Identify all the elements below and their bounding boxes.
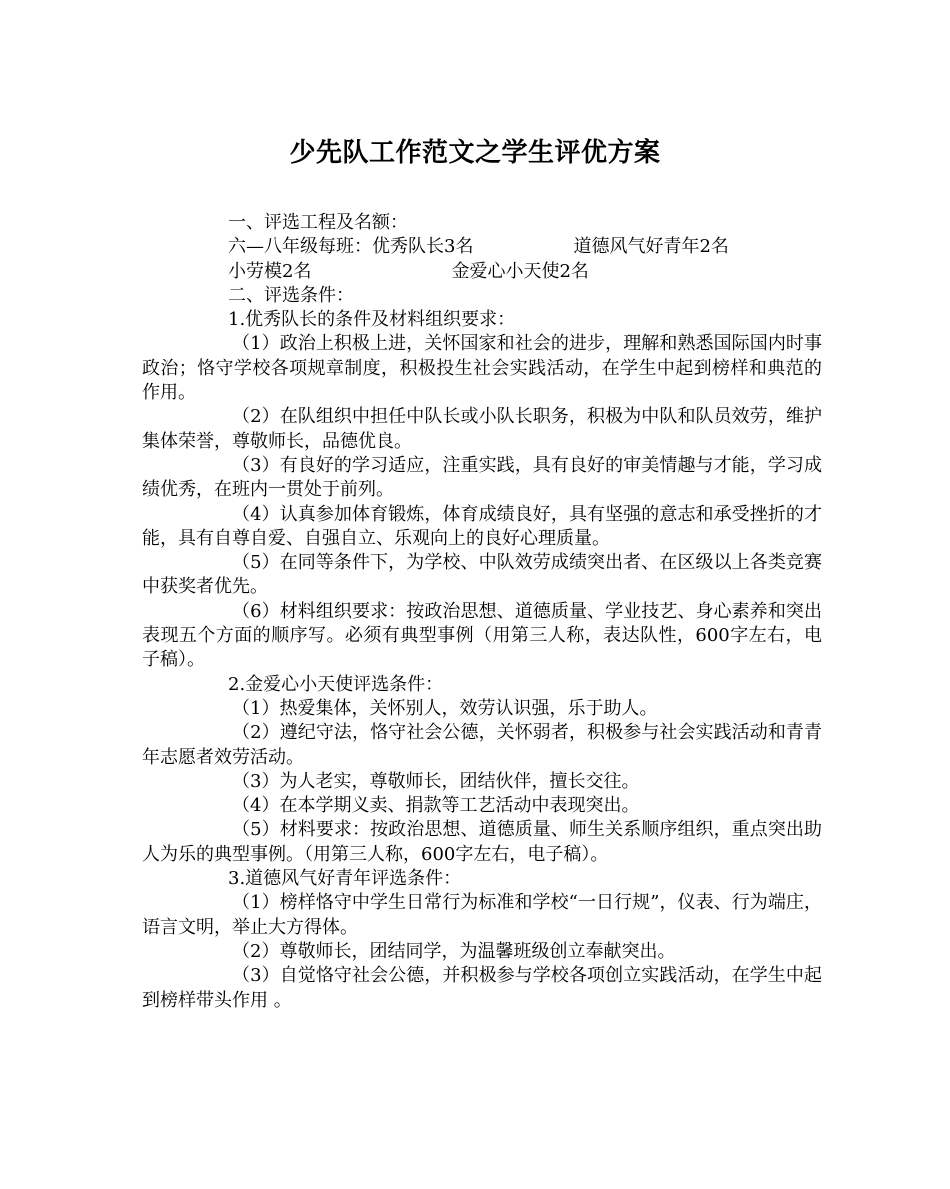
paragraph: （2）尊敬师长，团结同学，为温馨班级创立奉献突出。 <box>232 940 676 962</box>
section-heading-2: 二、评选条件： <box>228 284 354 306</box>
paragraph: （3）有良好的学习适应，注重实践，具有良好的审美情趣与才能，学习成绩优秀，在班内一贯处于前列。 <box>142 454 822 501</box>
quota-item: 六—八年级每班：优秀队长3名 <box>228 236 474 258</box>
quota-line-1 <box>142 235 822 259</box>
paragraph: （1）政治上积极上进，关怀国家和社会的进步，理解和熟悉国际国内时事政治；恪守学校各项规章制度，积极投生社会实践活动，在学生中起到榜样和典范的作用。 <box>142 333 822 404</box>
quota-line-2 <box>142 260 822 284</box>
document-title: 少先队工作范文之学生评优方案 <box>289 138 661 168</box>
quota-item: 小劳模2名 <box>228 260 312 282</box>
paragraph: （5）材料要求：按政治思想、道德质量、师生关系顺序组织，重点突出助人为乐的典型事例。（用第三人称，600字左右，电子稿）。 <box>142 819 822 865</box>
paragraph: （3）自觉恪守社会公德，并积极参与学校各项创立实践活动，在学生中起到榜样带头作用 。 <box>142 965 822 1011</box>
criteria-heading-1: 1.优秀队长的条件及材料组织要求： <box>228 309 516 331</box>
paragraph: （2）遵纪守法，恪守社会公德，关怀弱者，积极参与社会实践活动和青青年志愿者效劳活动。 <box>142 722 822 768</box>
paragraph: （3）为人老实，尊敬师长，团结伙伴，擅长交往。 <box>232 770 640 792</box>
quota-item: 道德风气好青年2名 <box>573 236 729 258</box>
paragraph: （6）材料组织要求：按政治思想、道德质量、学业技艺、身心素养和突出表现五个方面的顺序写。必须有典型事例（用第三人称，表达队性，600字左右，电子稿）。 <box>142 600 822 671</box>
paragraph: （5）在同等条件下，为学校、中队效劳成绩突出者、在区级以上各类竞赛中获奖者优先。 <box>142 552 822 598</box>
document-body <box>142 211 822 1013</box>
paragraph: （1）榜样恪守中学生日常行为标准和学校“一日行规”，仪表、行为端庄，语言文明，举止大方得体。 <box>142 892 822 938</box>
paragraph: （2）在队组织中担任中队长或小队长职务，积极为中队和队员效劳，维护集体荣誉，尊敬师长，品德优良。 <box>142 406 822 452</box>
quota-item: 金爱心小天使2名 <box>451 260 589 282</box>
paragraph: （4）在本学期义卖、捐款等工艺活动中表现突出。 <box>232 795 640 817</box>
paragraph: （1）热爱集体，关怀别人，效劳认识强，乐于助人。 <box>232 697 658 719</box>
section-heading-1: 一、评选工程及名额： <box>228 212 408 233</box>
criteria-heading-2: 2.金爱心小天使评选条件： <box>228 673 444 695</box>
criteria-heading-3: 3.道德风气好青年评选条件： <box>228 868 462 890</box>
paragraph: （4）认真参加体育锻炼，体育成绩良好，具有坚强的意志和承受挫折的才能，具有自尊自爱、自强自立、乐观向上的良好心理质量。 <box>142 503 822 549</box>
